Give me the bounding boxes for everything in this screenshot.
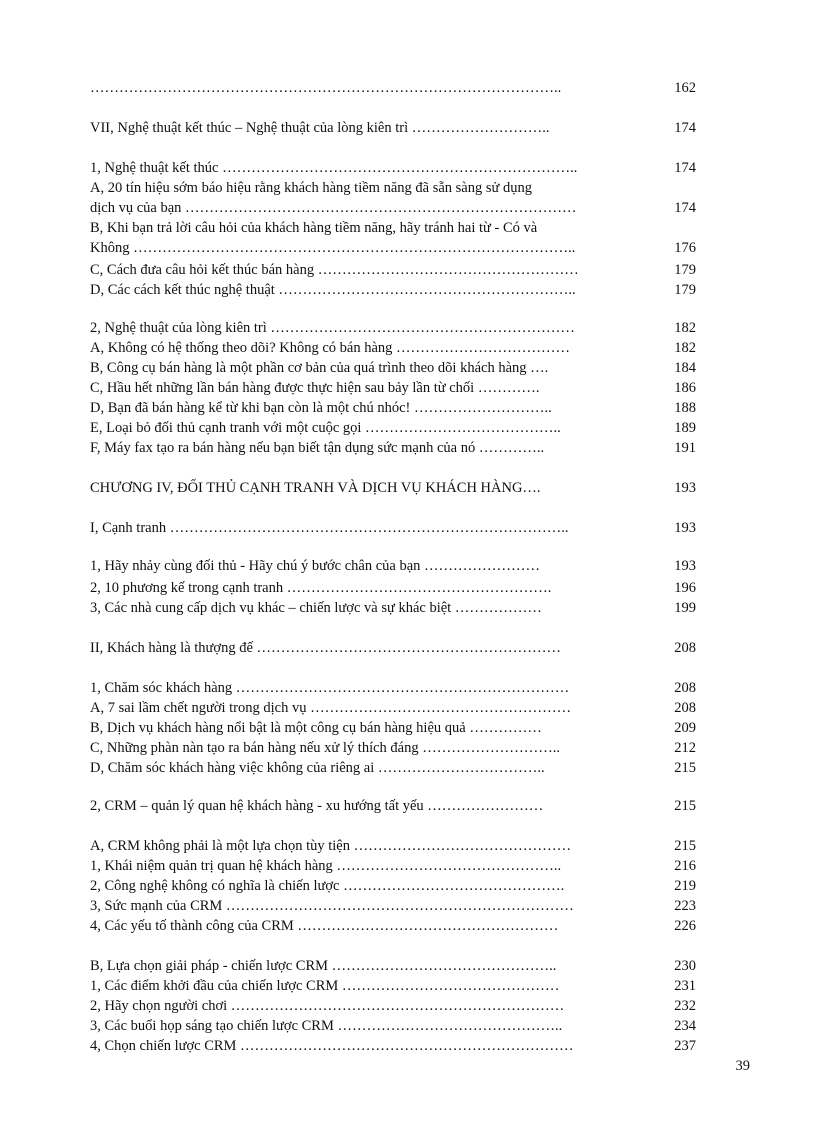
toc-entry bbox=[90, 358, 696, 378]
toc-entry-page: 162 bbox=[674, 80, 696, 96]
toc-entry-title: 2, Công nghệ không có nghĩa là chiến lược ………………………………………. bbox=[90, 878, 565, 894]
toc-entry-title: B, Công cụ bán hàng là một phần cơ bản của quá trình theo dõi khách hàng …. bbox=[90, 360, 549, 376]
toc-entry-page: 234 bbox=[674, 1018, 696, 1034]
toc-entry-title: C, Hầu hết những lần bán hàng được thực hiện sau bảy lần từ chối …………. bbox=[90, 380, 540, 396]
toc-entry-title: 3, Các buổi họp sáng tạo chiến lược CRM ……………………………………….. bbox=[90, 1018, 563, 1034]
toc-entry-title: 2, Nghệ thuật của lòng kiên trì ……………………………………………………… bbox=[90, 320, 575, 336]
toc-entry bbox=[90, 796, 696, 816]
toc-entry-page: 186 bbox=[674, 380, 696, 396]
toc-entry bbox=[90, 956, 696, 976]
toc-entry-title: 1, Khái niệm quản trị quan hệ khách hàng ……………………………………….. bbox=[90, 858, 562, 874]
toc-entry-page: 196 bbox=[674, 580, 696, 596]
toc-entry-page: 176 bbox=[674, 240, 696, 256]
toc-entry bbox=[90, 398, 696, 418]
toc-entry-page: 174 bbox=[674, 120, 696, 136]
toc-entry bbox=[90, 280, 696, 300]
toc-entry-page: 219 bbox=[674, 878, 696, 894]
toc-entry bbox=[90, 758, 696, 778]
toc-entry-page: 215 bbox=[674, 798, 696, 814]
toc-entry bbox=[90, 1016, 696, 1036]
toc-entry bbox=[90, 378, 696, 398]
toc-entry-page: 179 bbox=[674, 262, 696, 278]
toc-entry-page: 208 bbox=[674, 680, 696, 696]
toc-entry-title: C, Cách đưa câu hỏi kết thúc bán hàng ……………………………………………… bbox=[90, 262, 579, 278]
toc-entry-page: 174 bbox=[674, 200, 696, 216]
toc-entry-title: 2, Hãy chọn người chơi …………………………………………………………… bbox=[90, 998, 565, 1014]
toc-entry bbox=[90, 478, 696, 498]
toc-entry-lead-line: A, 20 tín hiệu sớm báo hiệu rằng khách hàng tiềm năng đã sẵn sàng sử dụng bbox=[90, 180, 532, 196]
toc-entry-title: …………………………………………………………………………………….. bbox=[90, 80, 562, 96]
toc-entry-title: 1, Chăm sóc khách hàng …………………………………………………………… bbox=[90, 680, 570, 696]
toc-entry-title: A, CRM không phải là một lựa chọn tùy tiện ……………………………………… bbox=[90, 838, 572, 854]
toc-entry bbox=[90, 718, 696, 738]
toc-entry bbox=[90, 118, 696, 138]
toc-entry-title: I, Cạnh tranh ……………………………………………………………………….. bbox=[90, 520, 569, 536]
toc-entry-title: 1, Các điểm khởi đầu của chiến lược CRM ……………………………………… bbox=[90, 978, 560, 994]
toc-entry bbox=[90, 976, 696, 996]
toc-entry bbox=[90, 338, 696, 358]
toc-entry-page: 182 bbox=[674, 320, 696, 336]
toc-entry-title: II, Khách hàng là thượng đế ……………………………………………………… bbox=[90, 640, 562, 656]
toc-entry bbox=[90, 556, 696, 576]
toc-entry bbox=[90, 1036, 696, 1056]
toc-entry-title: A, Không có hệ thống theo dõi? Không có bán hàng ……………………………… bbox=[90, 340, 571, 356]
toc-entry bbox=[90, 698, 696, 718]
toc-entry bbox=[90, 78, 696, 98]
toc-entry-title: D, Bạn đã bán hàng kể từ khi bạn còn là một chú nhóc! ……………………….. bbox=[90, 400, 552, 416]
toc-entry bbox=[90, 518, 696, 538]
toc-entry-page: 184 bbox=[674, 360, 696, 376]
toc-entry-page: 209 bbox=[674, 720, 696, 736]
toc-entry bbox=[90, 678, 696, 698]
toc-entry-page: 188 bbox=[674, 400, 696, 416]
toc-entry-page: 223 bbox=[674, 898, 696, 914]
toc-entry-title: B, Lựa chọn giải pháp - chiến lược CRM ……………………………………….. bbox=[90, 958, 557, 974]
toc-entry-title: Không ……………………………………………………………………………….. bbox=[90, 240, 576, 256]
toc-entry-page: 189 bbox=[674, 420, 696, 436]
toc-entry-page: 193 bbox=[674, 480, 696, 496]
toc-entry-page: 193 bbox=[674, 558, 696, 574]
toc-entry bbox=[90, 198, 696, 218]
toc-entry-title: CHƯƠNG IV, ĐỐI THỦ CẠNH TRANH VÀ DỊCH VỤ KHÁCH HÀNG…. bbox=[90, 480, 541, 496]
toc-entry-title: E, Loại bỏ đối thủ cạnh tranh với một cuộc gọi ………………………………….. bbox=[90, 420, 561, 436]
toc-entry-page: 174 bbox=[674, 160, 696, 176]
toc-entry bbox=[90, 738, 696, 758]
toc-entry-page: 215 bbox=[674, 838, 696, 854]
toc-entry-page: 212 bbox=[674, 740, 696, 756]
toc-entry-page: 208 bbox=[674, 700, 696, 716]
toc-entry-lead-line: B, Khi bạn trả lời câu hỏi của khách hàng tiềm năng, hãy tránh hai từ - Có và bbox=[90, 220, 538, 236]
toc-entry-title: 3, Các nhà cung cấp dịch vụ khác – chiến lược và sự khác biệt ……………… bbox=[90, 600, 542, 616]
toc-entry bbox=[90, 598, 696, 618]
toc-entry bbox=[90, 260, 696, 280]
toc-entry bbox=[90, 578, 696, 598]
toc-entry-page: 216 bbox=[674, 858, 696, 874]
toc-entry-title: VII, Nghệ thuật kết thúc – Nghệ thuật của lòng kiên trì ……………………….. bbox=[90, 120, 550, 136]
toc-entry-title: dịch vụ của bạn ……………………………………………………………………… bbox=[90, 200, 577, 216]
toc-entry-page: 232 bbox=[674, 998, 696, 1014]
toc-entry-page: 191 bbox=[674, 440, 696, 456]
toc-entry-title: 4, Các yếu tố thành công của CRM ……………………………………………… bbox=[90, 918, 559, 934]
toc-entry bbox=[90, 876, 696, 896]
toc-entry-title: 1, Hãy nhảy cùng đối thủ - Hãy chú ý bước chân của bạn …………………… bbox=[90, 558, 541, 574]
toc-entry bbox=[90, 318, 696, 338]
toc-entry bbox=[90, 158, 696, 178]
toc-entry-title: B, Dịch vụ khách hàng nổi bật là một công cụ bán hàng hiệu quả …………… bbox=[90, 720, 542, 736]
toc-entry bbox=[90, 996, 696, 1016]
toc-entry-page: 179 bbox=[674, 282, 696, 298]
toc-entry bbox=[90, 418, 696, 438]
toc-entry-title: 4, Chọn chiến lược CRM …………………………………………………………… bbox=[90, 1038, 574, 1054]
toc-entry bbox=[90, 916, 696, 936]
toc-entry-page: 215 bbox=[674, 760, 696, 776]
toc-entry bbox=[90, 896, 696, 916]
toc-entry-page: 237 bbox=[674, 1038, 696, 1054]
toc-entry-title: 1, Nghệ thuật kết thúc ……………………………………………………………….. bbox=[90, 160, 578, 176]
toc-entry-page: 231 bbox=[674, 978, 696, 994]
toc-entry-title: 3, Sức mạnh của CRM ……………………………………………………………… bbox=[90, 898, 574, 914]
toc-entry-title: D, Chăm sóc khách hàng việc không của riêng ai …………………………….. bbox=[90, 760, 545, 776]
toc-entry-page: 193 bbox=[674, 520, 696, 536]
toc-entry-title: D, Các cách kết thúc nghệ thuật …………………………………………………….. bbox=[90, 282, 576, 298]
toc-entry-title: C, Những phàn nàn tạo ra bán hàng nếu xử lý thích đáng ……………………….. bbox=[90, 740, 560, 756]
toc-entry-title: A, 7 sai lầm chết người trong dịch vụ ……………………………………………… bbox=[90, 700, 572, 716]
page-number: 39 bbox=[735, 1058, 750, 1074]
toc-entry-page: 208 bbox=[674, 640, 696, 656]
toc-entry-page: 199 bbox=[674, 600, 696, 616]
toc-entry bbox=[90, 438, 696, 458]
toc-entry-title: F, Máy fax tạo ra bán hàng nếu bạn biết tận dụng sức mạnh của nó ………….. bbox=[90, 440, 545, 456]
toc-entry-page: 226 bbox=[674, 918, 696, 934]
toc-entry-title: 2, CRM – quản lý quan hệ khách hàng - xu hướng tất yếu …………………… bbox=[90, 798, 544, 814]
toc-entry bbox=[90, 856, 696, 876]
toc-entry-page: 182 bbox=[674, 340, 696, 356]
toc-entry-page: 230 bbox=[674, 958, 696, 974]
toc-entry bbox=[90, 638, 696, 658]
toc-entry-title: 2, 10 phương kế trong cạnh tranh ………………………………………………. bbox=[90, 580, 552, 596]
toc-entry bbox=[90, 238, 696, 258]
toc-entry bbox=[90, 836, 696, 856]
